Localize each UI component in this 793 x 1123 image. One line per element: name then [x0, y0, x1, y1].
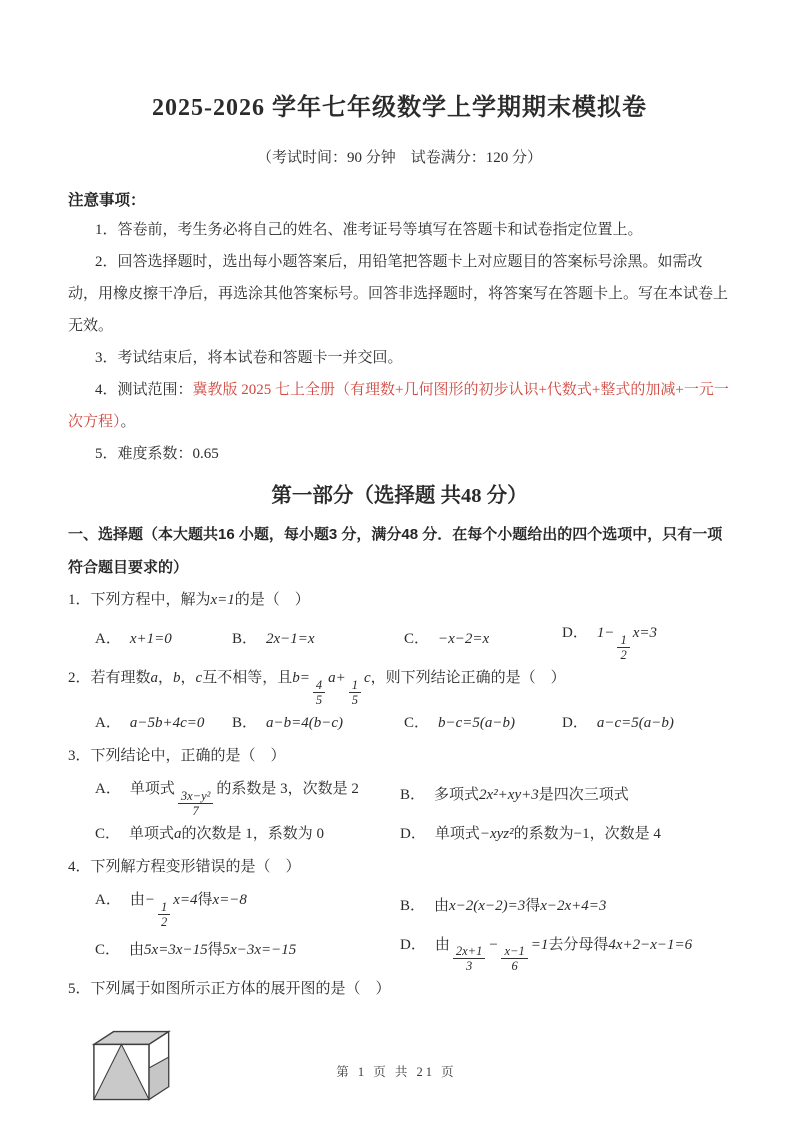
- fraction-denominator: 6: [511, 959, 518, 974]
- notice-section: [68, 188, 731, 470]
- question-stem: [68, 851, 731, 884]
- fraction-denominator: 2: [620, 647, 627, 662]
- text-run: ，: [158, 669, 174, 686]
- fraction-denominator: 3: [465, 959, 473, 974]
- option-D: [400, 818, 731, 851]
- option-A: [95, 623, 232, 656]
- fraction-numerator: 1: [349, 678, 361, 693]
- option-label: D．: [562, 714, 588, 731]
- text-run: 4．下列解方程变形错误的是（ ）: [68, 858, 301, 875]
- math-run: x=1: [210, 592, 235, 608]
- math-run: a+: [328, 669, 346, 686]
- math-run: b−c=5(a−b): [438, 714, 516, 731]
- text-run: 由: [129, 942, 145, 959]
- math-run: x+1=0: [129, 630, 172, 647]
- page-title: 2025-2026 学年七年级数学上学期期末模拟卷: [152, 95, 647, 121]
- math-run: a−c=5(a−b): [596, 714, 674, 731]
- notice-item-4-suffix: 。: [120, 414, 136, 430]
- options-row: [68, 773, 731, 818]
- notice-item-2: 2．回答选择题时，选出每小题答案后，用铅笔把答题卡上对应题目的答案标号涂黑。如需改动，用橡皮擦干净后，再选涂其他答案标号。回答非选择题时，将答案写在答题卡上。写在本试卷上无效。: [68, 254, 729, 334]
- notice-heading: 注意事项：: [68, 192, 146, 209]
- option-A: [95, 884, 400, 929]
- math-run: x−2x+4=3: [540, 897, 607, 914]
- fraction: [617, 633, 629, 662]
- math-run: a: [150, 669, 159, 686]
- math-run: 5x−3x=−15: [222, 942, 297, 959]
- text-run: 的是（ ）: [234, 592, 310, 608]
- fraction-denominator: 5: [315, 692, 323, 707]
- math-run: −: [144, 891, 155, 908]
- option-B: [232, 623, 404, 656]
- option-C: [95, 934, 400, 967]
- option-B: [400, 779, 731, 812]
- text-run: 3．下列结论中，正确的是（ ）: [68, 747, 286, 764]
- notice-item-1: 1．答卷前，考生务必将自己的姓名、准考证号等填写在答题卡和试卷指定位置上。: [95, 222, 643, 238]
- math-run: x=3: [632, 625, 657, 641]
- section-title: 第一部分（选择题 共48 分）: [271, 485, 528, 507]
- fraction: [313, 678, 325, 707]
- text-run: 单项式: [434, 825, 480, 842]
- text-run: 5．下列属于如图所示正方体的展开图的是（ ）: [68, 981, 391, 998]
- fraction-denominator: 2: [160, 914, 168, 929]
- options-row: [68, 929, 731, 974]
- math-run: a−5b+4c=0: [129, 714, 205, 731]
- fraction-numerator: 3x−y²: [178, 789, 214, 804]
- fraction: [349, 678, 361, 707]
- option-C: [95, 818, 400, 851]
- options-row: [68, 617, 731, 662]
- option-label: C．: [404, 630, 430, 647]
- text-run: 多项式: [434, 786, 480, 803]
- text-run: 得: [197, 891, 213, 908]
- text-run: ，: [180, 669, 196, 686]
- text-run: 去分母得: [548, 936, 609, 953]
- option-label: A．: [95, 630, 121, 647]
- option-label: C．: [404, 714, 430, 731]
- option-label: B．: [400, 897, 426, 914]
- math-run: x−2(x−2)=3: [449, 897, 526, 914]
- question-stem: [68, 973, 731, 1006]
- text-run: 得: [207, 942, 223, 959]
- options-row: [68, 884, 731, 929]
- question-stem: [68, 584, 731, 617]
- fraction-denominator: 7: [192, 803, 199, 818]
- option-label: B．: [232, 714, 258, 731]
- options-row: [68, 818, 731, 851]
- multiple-choice-instructions: 一、选择题（本大题共16 小题，每小题3 分，满分48 分．在每个小题给出的四个选项中，只有一项符合题目要求的）: [68, 526, 723, 576]
- fraction-numerator: 1: [617, 633, 629, 648]
- questions-list: [68, 584, 731, 1006]
- fraction-numerator: 4: [313, 678, 325, 693]
- math-run: 5x=3x−15: [144, 942, 208, 959]
- math-run: b: [173, 669, 181, 686]
- notice-item-4: [68, 374, 731, 438]
- option-label: B．: [400, 786, 426, 803]
- option-label: D．: [562, 625, 588, 641]
- notice-item-4-scope: 冀教版 2025 七上全册（有理数+几何图形的初步认识+代数式+整式的加减+一元一次方程）: [68, 382, 729, 430]
- text-run: 由: [129, 891, 145, 908]
- option-D: [400, 929, 731, 974]
- notice-item-4-prefix: 4．测试范围：: [95, 382, 193, 398]
- option-D: [562, 707, 731, 740]
- option-label: A．: [95, 891, 121, 908]
- text-run: 单项式: [129, 780, 175, 797]
- text-run: 的次数是 1，系数为 0: [181, 825, 325, 842]
- option-C: [404, 707, 562, 740]
- math-run: x=4: [173, 891, 198, 908]
- question-stem: [68, 740, 731, 773]
- math-run: c: [363, 669, 371, 686]
- math-run: a: [174, 825, 182, 842]
- option-label: D．: [400, 825, 426, 842]
- notice-item-3: 3．考试结束后，将本试卷和答题卡一并交回。: [95, 350, 403, 366]
- question-1: [68, 584, 731, 662]
- option-label: C．: [95, 825, 121, 842]
- math-run: 2x−1=x: [266, 630, 315, 647]
- fraction: [158, 900, 170, 929]
- math-run: c: [195, 669, 203, 686]
- question-2: [68, 662, 731, 740]
- fraction-denominator: 5: [351, 692, 358, 707]
- option-label: A．: [95, 780, 121, 797]
- text-run: 的系数是 3，次数是 2: [216, 780, 359, 797]
- math-run: x=−8: [212, 891, 247, 908]
- math-run: 4x+2−x−1=6: [608, 936, 693, 953]
- page-footer: 第 1 页 共 21 页: [336, 1065, 457, 1079]
- math-run: =1: [530, 936, 549, 953]
- math-run: −xyz²: [479, 825, 514, 842]
- option-B: [232, 707, 404, 740]
- fraction-numerator: 1: [158, 900, 170, 915]
- math-run: 2x²+xy+3: [479, 786, 539, 803]
- option-D: [562, 617, 731, 662]
- exam-info-line: （考试时间：90 分钟 试卷满分：120 分）: [256, 150, 542, 166]
- text-run: 由: [434, 936, 450, 953]
- option-label: B．: [232, 630, 258, 647]
- question-stem: [68, 662, 731, 707]
- fraction: [453, 944, 485, 973]
- text-run: 的系数为−1，次数是 4: [513, 825, 661, 842]
- math-run: −x−2=x: [438, 630, 490, 647]
- fraction-numerator: 2x+1: [453, 944, 485, 959]
- option-C: [404, 623, 562, 656]
- option-B: [400, 890, 731, 923]
- option-A: [95, 773, 400, 818]
- math-run: −: [488, 936, 499, 953]
- text-run: 1．下列方程中，解为: [68, 592, 211, 608]
- fraction: [178, 789, 214, 818]
- text-run: 2．若有理数: [68, 669, 151, 686]
- option-A: [95, 707, 232, 740]
- fraction: [501, 944, 527, 973]
- math-run: 1−: [596, 625, 615, 641]
- fraction-numerator: x−1: [501, 944, 527, 959]
- options-row: [68, 707, 731, 740]
- option-label: C．: [95, 942, 121, 959]
- text-run: 得: [525, 897, 541, 914]
- text-run: 是四次三项式: [538, 786, 629, 803]
- math-run: a−b=4(b−c): [266, 714, 344, 731]
- option-label: A．: [95, 714, 121, 731]
- text-run: 由: [434, 897, 450, 914]
- question-3: [68, 740, 731, 851]
- option-label: D．: [400, 936, 426, 953]
- question-4: [68, 851, 731, 974]
- question-5: [68, 973, 731, 1006]
- notice-item-5: 5．难度系数：0.65: [95, 446, 219, 462]
- text-run: 单项式: [129, 825, 175, 842]
- text-run: 互不相等，且: [202, 669, 293, 686]
- text-run: ，则下列结论正确的是（ ）: [370, 669, 566, 686]
- math-run: b=: [292, 669, 310, 686]
